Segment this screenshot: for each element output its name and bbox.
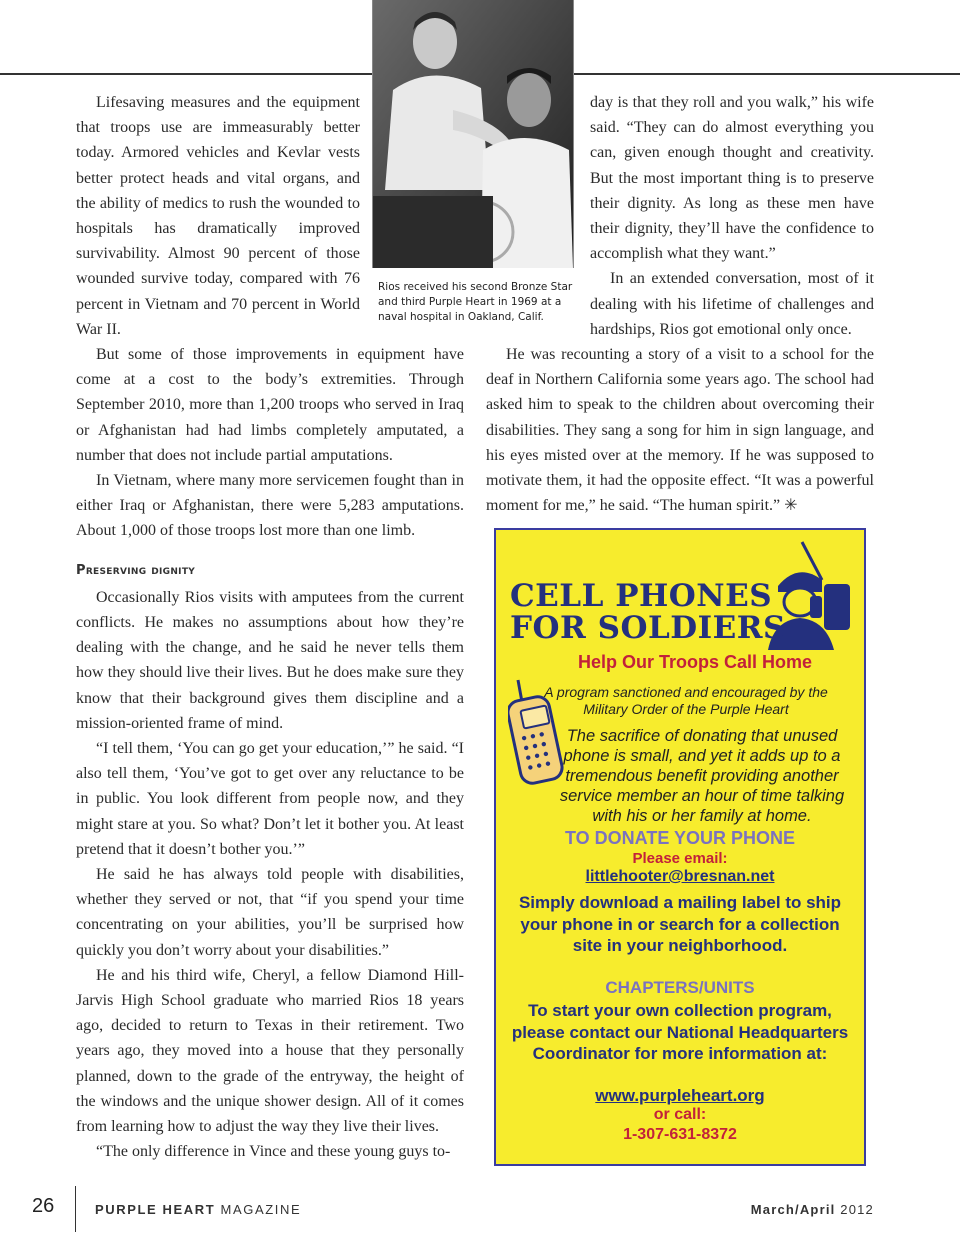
ad-chapters-heading: CHAPTERS/UNITS — [605, 978, 755, 997]
ad-title — [510, 580, 786, 644]
paragraph: “I tell them, ‘You can go get your education,’” he said. “I also tell them, ‘You’ve got to get over any reluctance to be in public. You look different from people now, and they might stare at you. So what? Don’t let it bother you. At least pretend that it doesn’t bother you.’” — [76, 740, 464, 858]
paragraph: He said he has always told people with disabilities, whether they served or not, that “if you spend your time concentrating on your abilities, you’ll be surprised how quickly you don’t worry about your disabilities.” — [76, 866, 464, 959]
paragraph: day is that they roll and you walk,” his wife said. “They can do almost everything you can, given enough thought and creativity. But the most important thing is to preserve their dignity. As long as these men have their dignity, they’ll have the confidence to accomplish what they want.” — [590, 94, 874, 263]
rios-photo — [372, 0, 574, 268]
issue-months: March/April — [750, 1202, 836, 1217]
issue-year: 2012 — [835, 1202, 874, 1217]
paragraph: Occasionally Rios visits with amputees from the current conflicts. He makes no assumptions about how they’re dealing with the change, and he said he never tells them how they should live their lives. But he does make sure they know that their background gives them discipline and a mission-oriented frame of mind. — [76, 588, 464, 732]
photo-illustration — [373, 0, 573, 268]
paragraph: Lifesaving measures and the equipment that troops use are immeasurably better today. Armored vehicles and Kevlar vests better protect heads and vital organs, and the ability of medics to rush the wounded to hospitals has dramatically improved survivability. Almost 90 percent of those wounded survive today, compared with 76 percent in Vietnam and 70 percent in World War II. — [76, 94, 360, 338]
ad-donate-heading: TO DONATE YOUR PHONE — [564, 828, 796, 848]
ad-or-call: or call: — [653, 1106, 707, 1123]
issue-date — [751, 1202, 874, 1217]
article-column-left-top — [76, 90, 360, 342]
magazine-name — [95, 1202, 301, 1217]
ad-mailing-text: Simply download a mailing label to ship your phone in or search for a collection site in your neighborhood. — [518, 893, 842, 955]
article-column-right-top — [590, 90, 874, 342]
article-column-right — [486, 342, 874, 518]
paragraph: In an extended conversation, most of it dealing with his lifetime of challenges and hardships, Rios got emotional only once. — [590, 270, 874, 338]
ad-sanction-text: A program sanctioned and encouraged by the Military Order of the Purple Heart — [544, 684, 828, 717]
magazine-name-rest: MAGAZINE — [215, 1202, 302, 1217]
ad-subtitle: Help Our Troops Call Home — [577, 652, 813, 672]
paragraph: He was recounting a story of a visit to a school for the deaf in Northern California some years ago. The school had asked him to speak to the children about overcoming their disabilities. They sang a song for him in sign language, and his eyes misted over at the memory. If he was supposed to motivate them, it had the opposite effect. “It was a powerful moment for me,” he said. “The human spirit.” ✳ — [486, 346, 874, 515]
ad-website-link[interactable]: www.purpleheart.org — [595, 1086, 765, 1105]
cell-phones-ad — [494, 528, 866, 1166]
ad-chapters-text: To start your own collection program, please contact our National Headquarters Coordinator for more information at: — [511, 1001, 849, 1063]
paragraph: In Vietnam, where many more servicemen fought than in either Iraq or Afghanistan, there were 5,283 amputations. About 1,000 of those troops lost more than one limb. — [76, 472, 464, 540]
paragraph: “The only difference in Vince and these young guys to- — [96, 1143, 451, 1161]
paragraph: But some of those improvements in equipment have come at a cost to the body’s extremities. Through September 2010, more than 1,200 troops who served in Iraq or Afghanistan had had limbs completely amputated, a number that does not include partial amputations. — [76, 346, 464, 464]
ad-please-email: Please email: — [632, 850, 728, 867]
photo-caption: Rios received his second Bronze Star and third Purple Heart in 1969 at a naval hospital in Oakland, Calif. — [378, 281, 573, 323]
paragraph: He and his third wife, Cheryl, a fellow Diamond Hill-Jarvis High School graduate who married Rios 18 years ago, decided to return to Texas in their retirement. Two years ago, they moved into a house that they personally planned, down to the grade of the entryway, the height of the windows and the unique shower design. All of it comes from learning how to adjust the way they live their lives. — [76, 966, 464, 1136]
ad-body-text: The sacrifice of donating that unused phone is small, and yet it adds up to a tremendous benefit providing another service member an hour of time talking with his or her family at home. — [559, 727, 845, 825]
section-heading: Preserving dignity — [76, 562, 196, 578]
ad-email-link[interactable]: littlehooter@bresnan.net — [585, 868, 775, 885]
magazine-name-bold: PURPLE HEART — [95, 1202, 216, 1217]
ad-phone-number[interactable]: 1-307-631-8372 — [623, 1126, 737, 1143]
ad-title-line: FOR SOLDIERS — [510, 610, 786, 646]
article-column-left — [76, 342, 464, 1165]
page-number: 26 — [32, 1195, 55, 1217]
footer-divider — [75, 1186, 76, 1232]
ad-title-line: CELL PHONES — [510, 578, 773, 614]
